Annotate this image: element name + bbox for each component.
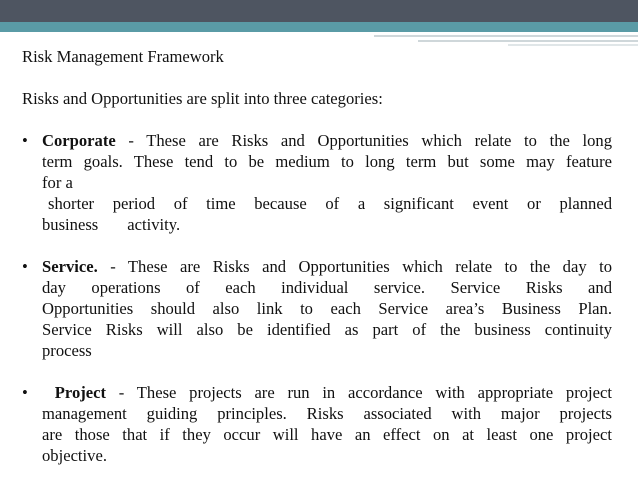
bullet-line: business activity. xyxy=(42,215,181,234)
bullet-icon: • xyxy=(22,257,28,276)
slide-title: Risk Management Framework xyxy=(22,47,224,66)
bullet-icon: • xyxy=(22,131,28,150)
accent-bar xyxy=(0,22,638,32)
slide-content xyxy=(22,46,612,466)
header-bar xyxy=(0,0,638,22)
bullet-line: Project - These projects are run in accordance with appropriate project xyxy=(54,383,612,402)
bullet-service xyxy=(22,256,612,361)
bullet-line: shorter period of time because of a significant event or planned xyxy=(48,194,612,213)
bullet-line: Corporate - These are Risks and Opportunities which relate to the long xyxy=(42,131,612,150)
bullet-line: term goals. These tend to be medium to long term but some may feature xyxy=(42,152,612,171)
deco-line xyxy=(418,40,638,42)
deco-line xyxy=(374,35,638,37)
intro-text: Risks and Opportunities are split into three categories: xyxy=(22,89,383,108)
bullet-line: process xyxy=(42,341,92,360)
bullet-term: Corporate xyxy=(42,131,116,150)
bullet-line: for a xyxy=(42,173,73,192)
bullet-term: Service. xyxy=(42,257,98,276)
bullet-corporate xyxy=(22,130,612,235)
bullet-line: Service. - These are Risks and Opportunities which relate to the day to xyxy=(42,257,612,276)
bullet-line: Opportunities should also link to each Service area’s Business Plan. xyxy=(42,299,612,318)
bullet-line: objective. xyxy=(42,446,107,465)
bullet-line: management guiding principles. Risks associated with major projects xyxy=(42,404,612,423)
bullet-line: day operations of each individual service. Service Risks and xyxy=(42,278,612,297)
bullet-line: Service Risks will also be identified as part of the business continuity xyxy=(42,320,612,339)
decorative-lines xyxy=(374,32,638,46)
bullet-icon: • xyxy=(22,383,28,402)
bullet-term: Project xyxy=(54,383,107,402)
bullet-project xyxy=(22,382,612,466)
bullet-line: are those that if they occur will have an effect on at least one project xyxy=(42,425,612,444)
